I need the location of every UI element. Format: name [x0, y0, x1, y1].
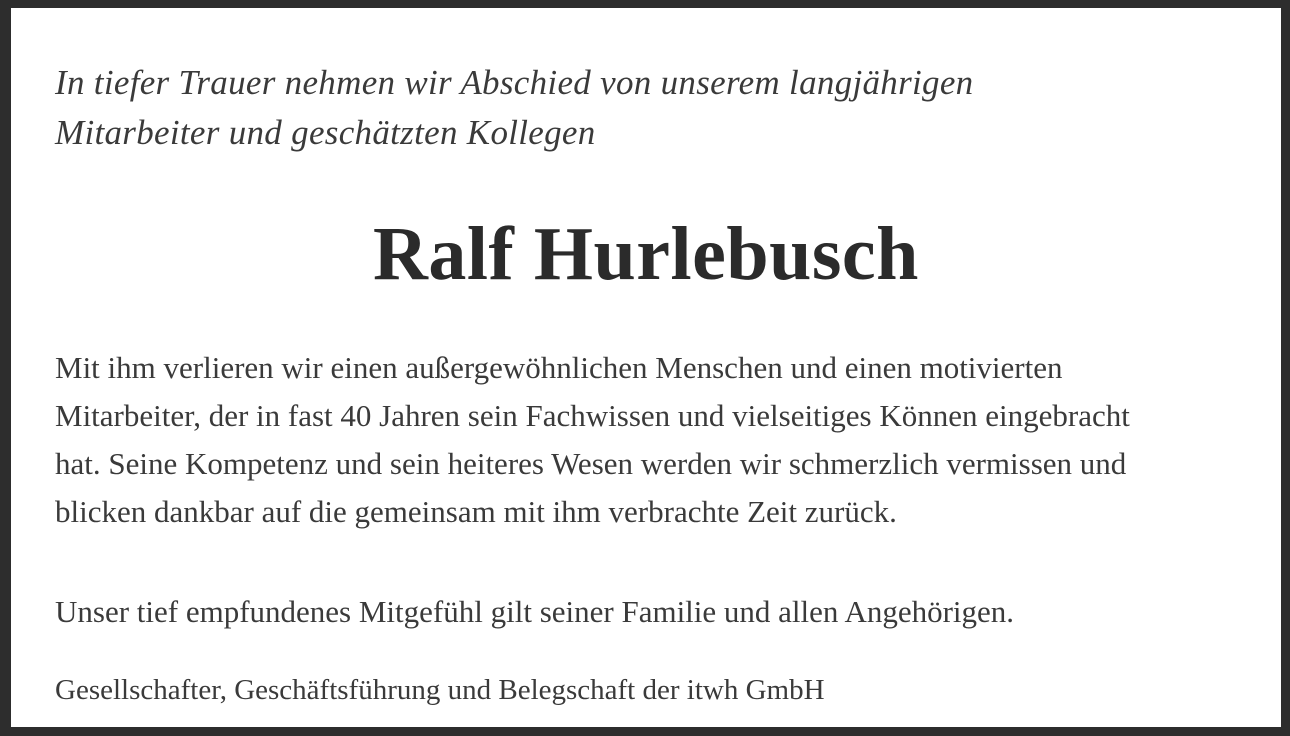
intro-line-1: In tiefer Trauer nehmen wir Abschied von unserem langjährigen [55, 63, 974, 102]
body-text [55, 344, 1237, 536]
signature-text: Gesellschafter, Geschäftsführung und Belegschaft der itwh GmbH [55, 674, 825, 706]
body-line-4: blicken dankbar auf die gemeinsam mit ihm verbrachte Zeit zurück. [55, 494, 897, 529]
intro-text [55, 58, 1237, 158]
deceased-name: Ralf Hurlebusch [373, 212, 919, 296]
body-line-3: hat. Seine Kompetenz und sein heiteres Wesen werden wir schmerzlich vermissen und [55, 446, 1127, 481]
obituary-page [11, 8, 1281, 727]
condolence-text: Unser tief empfundenes Mitgefühl gilt seiner Familie und allen Angehörigen. [55, 594, 1015, 629]
body-line-1: Mit ihm verlieren wir einen außergewöhnlichen Menschen und einen motivierten [55, 350, 1063, 385]
intro-line-2: Mitarbeiter und geschätzten Kollegen [55, 113, 596, 152]
body-line-2: Mitarbeiter, der in fast 40 Jahren sein Fachwissen und vielseitiges Können eingebracht [55, 398, 1130, 433]
